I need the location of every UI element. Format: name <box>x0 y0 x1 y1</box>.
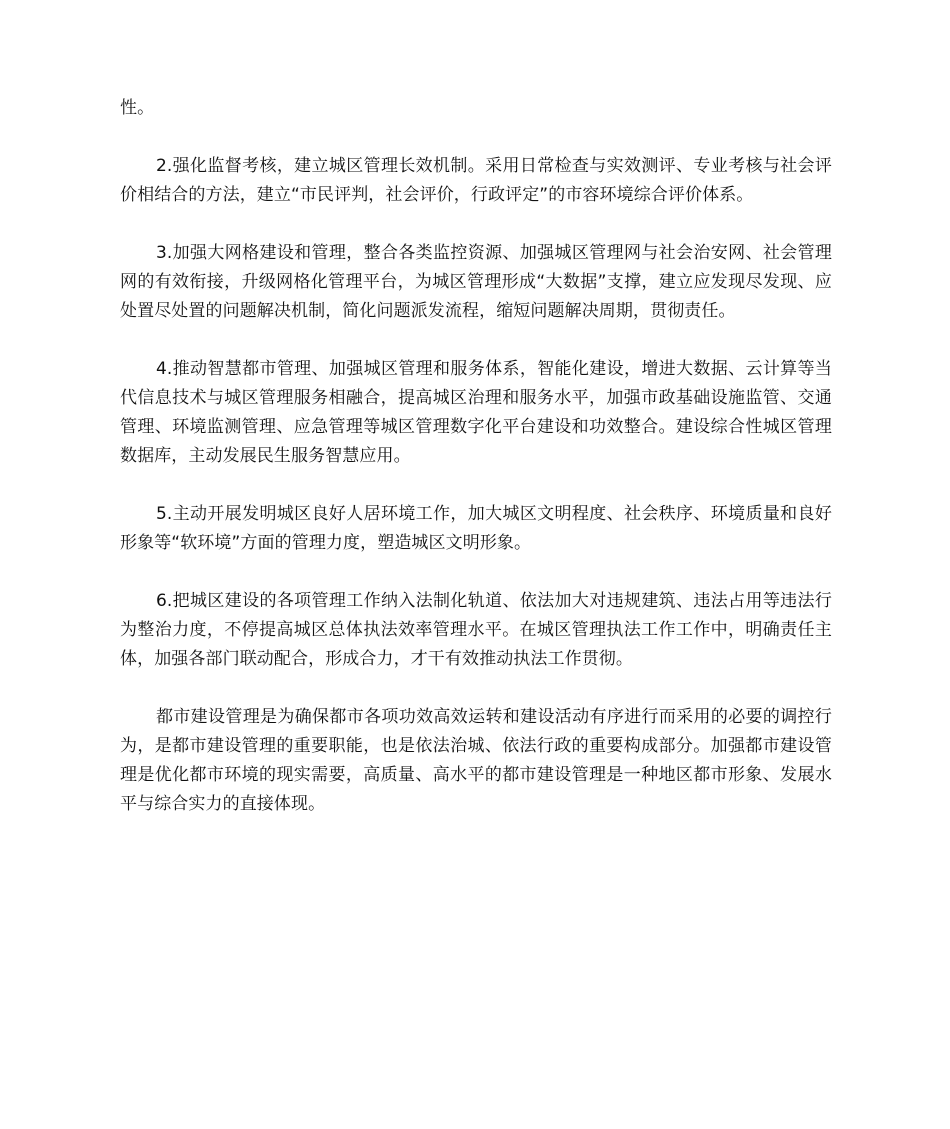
paragraph-item-5: 5.主动开展发明城区良好人居环境工作，加大城区文明程度、社会秩序、环境质量和良好形象等“软环境”方面的管理力度，塑造城区文明形象。 <box>120 504 832 553</box>
paragraph-item-4: 4.推动智慧都市管理、加强城区管理和服务体系，智能化建设，增进大数据、云计算等当代信息技术与城区管理服务相融合，提高城区治理和服务水平，加强市政基础设施监管、交通管理、环境监测管理、应急管理等城区管理数字化平台建设和功效整合。建设综合性城区管理数据库，主动发展民生服务智慧应用。 <box>120 359 832 466</box>
document-body <box>120 94 832 819</box>
paragraph-continuation: 性。 <box>120 98 155 118</box>
paragraph-item-3: 3.加强大网格建设和管理，整合各类监控资源、加强城区管理网与社会治安网、社会管理网的有效衔接，升级网格化管理平台，为城区管理形成“大数据”支撑，建立应发现尽发现、应处置尽处置的问题解决机制，简化问题派发流程，缩短问题解决周期，贯彻责任。 <box>120 243 832 321</box>
paragraph-conclusion: 都市建设管理是为确保都市各项功效高效运转和建设活动有序进行而采用的必要的调控行为，是都市建设管理的重要职能，也是依法治城、依法行政的重要构成部分。加强都市建设管理是优化都市环境的现实需要，高质量、高水平的都市建设管理是一种地区都市形象、发展水平与综合实力的直接体现。 <box>120 707 832 814</box>
paragraph-item-2: 2.强化监督考核，建立城区管理长效机制。采用日常检查与实效测评、专业考核与社会评价相结合的方法，建立“市民评判，社会评价，行政评定”的市容环境综合评价体系。 <box>120 156 832 205</box>
paragraph-item-6: 6.把城区建设的各项管理工作纳入法制化轨道、依法加大对违规建筑、违法占用等违法行为整治力度，不停提高城区总体执法效率管理水平。在城区管理执法工作工作中，明确责任主体，加强各部门联动配合，形成合力，才干有效推动执法工作贯彻。 <box>120 591 832 669</box>
